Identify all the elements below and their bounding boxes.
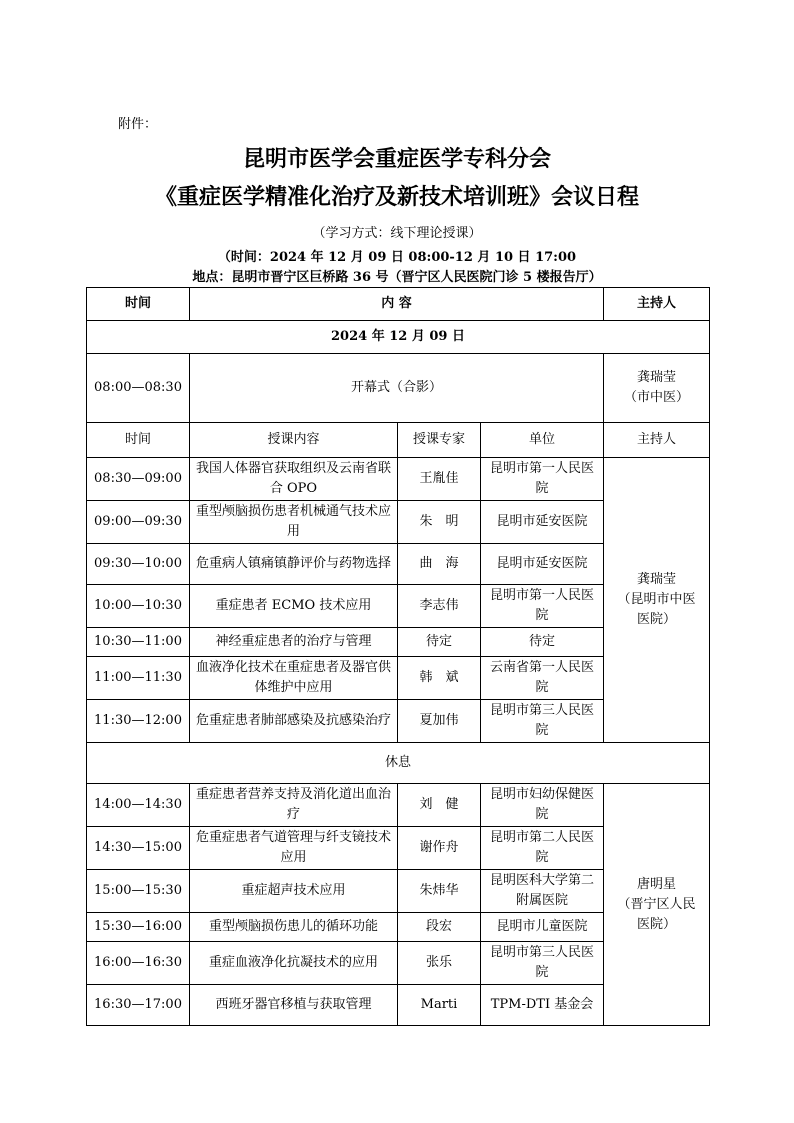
session-topic: 危重病人镇痛镇静评价与药物选择	[190, 544, 398, 585]
session-topic: 我国人体器官获取组织及云南省联合 OPO	[190, 458, 398, 501]
session-speaker: Marti	[398, 985, 481, 1026]
opening-content: 开幕式（合影）	[190, 354, 604, 423]
session-speaker: 张乐	[398, 942, 481, 985]
schedule-table	[86, 287, 710, 1026]
session-unit: 昆明市第一人民医院	[481, 585, 604, 628]
morning-host: 龚瑞莹 （昆明市中医 医院）	[604, 458, 710, 743]
sub-header-unit: 单位	[481, 423, 604, 458]
session-unit: 云南省第一人民医院	[481, 657, 604, 700]
header-content: 内 容	[190, 288, 604, 321]
session-speaker: 朱炜华	[398, 870, 481, 913]
table-row	[87, 784, 710, 827]
session-topic: 神经重症患者的治疗与管理	[190, 628, 398, 657]
session-time: 16:30—17:00	[87, 985, 190, 1026]
session-time: 08:30—09:00	[87, 458, 190, 501]
afternoon-host: 唐明星 （晋宁区人民 医院）	[604, 784, 710, 1026]
session-time: 15:00—15:30	[87, 870, 190, 913]
table-row	[87, 458, 710, 501]
document-title: 昆明市医学会重症医学专科分会	[242, 146, 551, 172]
sub-header-topic: 授课内容	[190, 423, 398, 458]
session-unit: TPM-DTI 基金会	[481, 985, 604, 1026]
session-unit: 昆明市第三人民医院	[481, 700, 604, 743]
attachment-label: 附件：	[118, 117, 158, 132]
session-topic: 重症血液净化抗凝技术的应用	[190, 942, 398, 985]
session-unit: 待定	[481, 628, 604, 657]
date-row	[87, 321, 710, 354]
break-label: 休息	[87, 743, 710, 784]
session-time: 15:30—16:00	[87, 913, 190, 942]
study-mode: （学习方式：线下理论授课）	[312, 226, 482, 241]
session-speaker: 王胤佳	[398, 458, 481, 501]
session-time: 10:00—10:30	[87, 585, 190, 628]
session-time: 14:30—15:00	[87, 827, 190, 870]
header-time: 时间	[87, 288, 190, 321]
session-topic: 重型颅脑损伤患者机械通气技术应用	[190, 501, 398, 544]
sub-header-row	[87, 423, 710, 458]
sub-header-time: 时间	[87, 423, 190, 458]
session-unit: 昆明市第三人民医院	[481, 942, 604, 985]
session-time: 11:30—12:00	[87, 700, 190, 743]
session-unit: 昆明市延安医院	[481, 501, 604, 544]
break-row	[87, 743, 710, 784]
table-header-row	[87, 288, 710, 321]
session-topic: 西班牙器官移植与获取管理	[190, 985, 398, 1026]
session-topic: 重型颅脑损伤患儿的循环功能	[190, 913, 398, 942]
session-time: 10:30—11:00	[87, 628, 190, 657]
session-topic: 重症超声技术应用	[190, 870, 398, 913]
session-unit: 昆明市第一人民医院	[481, 458, 604, 501]
date-cell: 2024 年 12 月 09 日	[87, 321, 710, 354]
session-speaker: 曲 海	[398, 544, 481, 585]
session-time: 14:00—14:30	[87, 784, 190, 827]
session-speaker: 刘 健	[398, 784, 481, 827]
opening-row	[87, 354, 710, 423]
session-topic: 危重症患者气道管理与纤支镜技术应用	[190, 827, 398, 870]
session-time: 09:30—10:00	[87, 544, 190, 585]
session-topic: 重症患者 ECMO 技术应用	[190, 585, 398, 628]
session-topic: 血液净化技术在重症患者及器官供体维护中应用	[190, 657, 398, 700]
session-speaker: 段宏	[398, 913, 481, 942]
header-host: 主持人	[604, 288, 710, 321]
session-unit: 昆明市第二人民医院	[481, 827, 604, 870]
sub-header-speaker: 授课专家	[398, 423, 481, 458]
session-unit: 昆明市妇幼保健医院	[481, 784, 604, 827]
session-topic: 危重症患者肺部感染及抗感染治疗	[190, 700, 398, 743]
session-time: 11:00—11:30	[87, 657, 190, 700]
location-line: 地点：昆明市晋宁区巨桥路 36 号（晋宁区人民医院门诊 5 楼报告厅）	[192, 270, 602, 285]
time-line: （时间：2024 年 12 月 09 日 08:00-12 月 10 日 17:00	[217, 250, 577, 265]
session-speaker: 朱 明	[398, 501, 481, 544]
session-unit: 昆明医科大学第二附属医院	[481, 870, 604, 913]
session-unit: 昆明市延安医院	[481, 544, 604, 585]
session-speaker: 李志伟	[398, 585, 481, 628]
session-speaker: 夏加伟	[398, 700, 481, 743]
session-time: 16:00—16:30	[87, 942, 190, 985]
opening-host: 龚瑞莹 （市中医）	[604, 354, 710, 423]
session-time: 09:00—09:30	[87, 501, 190, 544]
session-speaker: 韩 斌	[398, 657, 481, 700]
sub-header-host: 主持人	[604, 423, 710, 458]
session-speaker: 谢作舟	[398, 827, 481, 870]
session-speaker: 待定	[398, 628, 481, 657]
document-subtitle: 《重症医学精准化治疗及新技术培训班》会议日程	[154, 184, 639, 210]
session-unit: 昆明市儿童医院	[481, 913, 604, 942]
session-topic: 重症患者营养支持及消化道出血治疗	[190, 784, 398, 827]
opening-time: 08:00—08:30	[87, 354, 190, 423]
